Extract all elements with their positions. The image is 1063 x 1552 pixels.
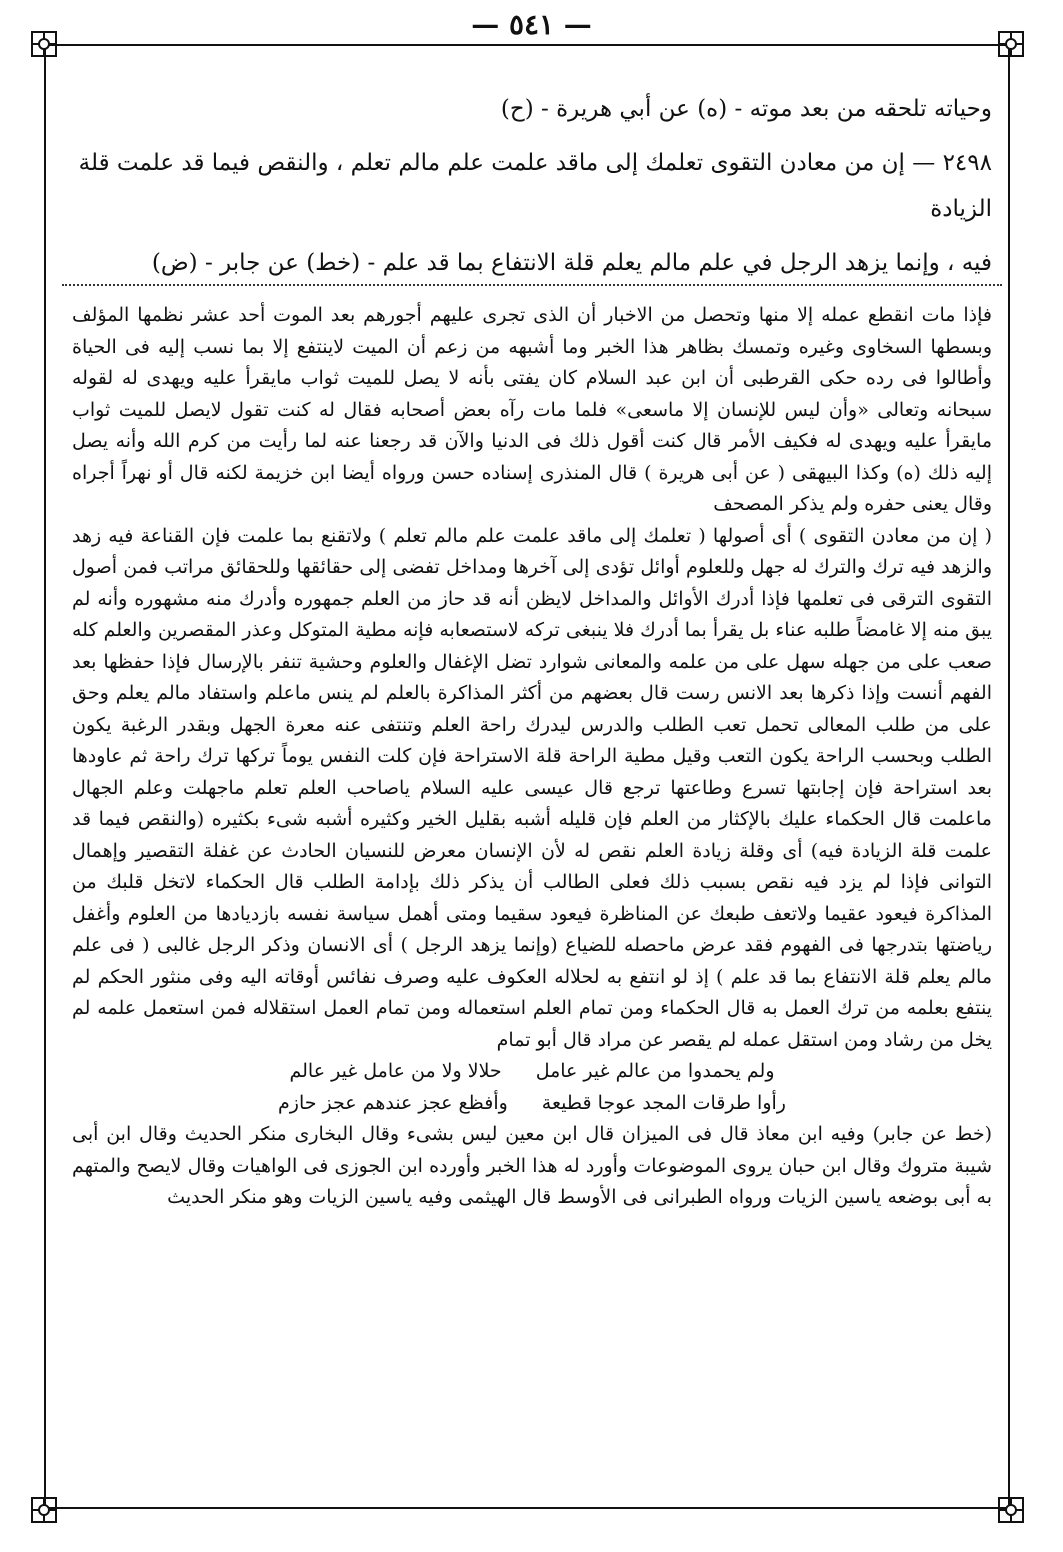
corner-ornament-icon	[996, 1495, 1026, 1525]
poem-verse	[72, 1088, 992, 1120]
hemistich-first: رأوا طرقات المجد عوجا قطيعة	[541, 1091, 786, 1114]
poem-verse	[72, 1056, 992, 1088]
commentary	[72, 300, 992, 1214]
hadith-text	[72, 86, 992, 286]
poem	[72, 1056, 992, 1119]
commentary-paragraph: (خط عن جابر) وفيه ابن معاذ قال فى الميزان قال ابن معين ليس بشىء وقال البخارى منكر الحديث وقال ابن أبى شيبة متروك وقال ابن حبان يروى الموضوعات وأورد له هذا الخبر وأورده ابن الجوزى فى الواهيات وقال لايصح والمتهم به أبى بوضعه ياسين الزيات ورواه الطبرانى فى الأوسط قال الهيثمى وفيه ياسين الزيات وهو منكر الحديث	[72, 1123, 992, 1208]
page-number: — ٥٤١ —	[471, 8, 592, 41]
commentary-paragraph: فإذا مات انقطع عمله إلا منها وتحصل من الاخبار أن الذى تجرى عليهم أجورهم بعد الموت أحد عشر نظمها المؤلف وبسطها السخاوى وغيره وتمسك بظاهر هذا الخبر وما أشبهه من زعم أن الميت لاينتفع إلا بما نسب إليه فى الحياة وأطالوا فى رده حكى القرطبى أن ابن عبد السلام كان يفتى بأنه لا يصل للميت ثواب مايقرأ عليه ويهدى له لقوله سبحانه وتعالى «وأن ليس للإنسان إلا ماسعى» فلما مات رآه بعض أصحابه فقال له كنت تقول لايصل للميت ثواب مايقرأ عليه ويهدى له فكيف الأمر قال كنت أقول ذلك فى الدنيا والآن قد رجعنا عنه لما رأيت من كرم الله وأنه يصل إليه ذلك (ه) وكذا البيهقى ( عن أبى هريرة ) قال المنذرى إسناده حسن ورواه أيضا ابن خزيمة لكنه قال أو نهراً أجراه وقال يعنى حفره ولم يذكر المصحف	[72, 304, 992, 515]
hadith-line: ٢٤٩٨ — إن من معادن التقوى تعلمك إلى ماقد علمت علم مالم تعلم ، والنقص فيما قد علمت قلة الزيادة	[78, 150, 992, 222]
corner-ornament-icon	[29, 1495, 59, 1525]
section-divider	[62, 284, 1002, 286]
hemistich-second: حلالا ولا من عامل غير عالم	[289, 1060, 502, 1082]
hadith-line: وحياته تلحقه من بعد موته - (ه) عن أبي هريرة - (ح)	[500, 96, 992, 122]
hemistich-first: ولم يحمدوا من عالم غير عامل	[535, 1060, 775, 1082]
hadith-line: فيه ، وإنما يزهد الرجل في علم مالم يعلم قلة الانتفاع بما قد علم - (خط) عن جابر - (ض)	[151, 250, 992, 276]
hemistich-second: وأفظع عجز عندهم عجز حازم	[278, 1091, 508, 1114]
commentary-paragraph: ( إن من معادن التقوى ) أى أصولها ( تعلمك إلى ماقد علمت علم مالم تعلم ) ولاتقنع بما علمت فإن القناعة فيه زهد والزهد فيه ترك والترك له جهل وللعلوم أوائل تؤدى إلى آخرها ومداخل تفضى إلى حقائقها وللحقائق مراتب فمن أصول التقوى الترقى فى تعلمها فإذا أدرك الأوائل والمداخل لايظن أنه قد حاز من العلم جمهوره وأدرك منه مشهوره وأنه لم يبق منه إلا غامضاً طلبه عناء بل يقرأ بما أدرك فلا ينبغى تركه لاستصعابه فإنه مطية المتوكل وعذر المقصرين والعلم كله صعب على من جهله سهل على من علمه والمعانى شوارد تضل الإغفال والعلوم وحشية تنفر بالإرسال فإذا حفظها بعد الفهم أنست وإذا ذكرها بعد الانس رست قال بعضهم من أكثر المذاكرة بالعلم لم ينس ماعلم واستفاد مالم يعلم وحق على من طلب المعالى تحمل تعب الطلب والدرس ليدرك راحة العلم وتنتفى عنه معرة الجهل وبقدر الرغبة يكون الطلب وبحسب الراحة يكون التعب وقيل مطية الراحة قلة الاستراحة فإن كلت النفس يوماً تركها ترك راحة ثم عاودها بعد استراحة فإن إجابتها تسرع وطاعتها ترجع قال عيسى عليه السلام ياصاحب العلم تعلم ماجهلت وعلم الجهال ماعلمت قال الحكماء عليك بالإكثار من العلم فإن قليله أشبه بقليل الخير وكثيره أشبه شىء بكثيره (والنقص فيما قد علمت قلة الزيادة فيه) أى وقلة زيادة العلم نقص له لأن الإنسان معرض للنسيان الحادث عن غفلة التقصير وإهمال التوانى فإذا لم يزد فيه نقص بسبب ذلك فعلى الطالب أن يذكر ذلك بإدامة الطلب قال الحكماء لاتخل قلبك من المذاكرة فيعود عقيما ولاتعف طبعك عن المناظرة فيعود سقيما ومتى أهمل سياسة نفسه بازديادها من العلوم وأغفل رياضتها بتدرجها فى الفهوم فقد عرض ماحصله للضياع (وإنما يزهد الرجل ) أى الانسان وذكر الرجل غالبى ( فى علم مالم يعلم قلة الانتفاع بما قد علم ) إذ لو انتفع به لحلاله العكوف عليه وصرف نفائس أوقاته اليه وفى منثور الحكم لم ينتفع بعلمه من ترك العمل به قال الحكماء ومن تمام العلم استعماله ومن تمام العمل استقلاله فمن استعمل علمه لم يخل من رشاد ومن استقل عمله لم يقصر عن مراد قال أبو تمام	[72, 524, 992, 1051]
